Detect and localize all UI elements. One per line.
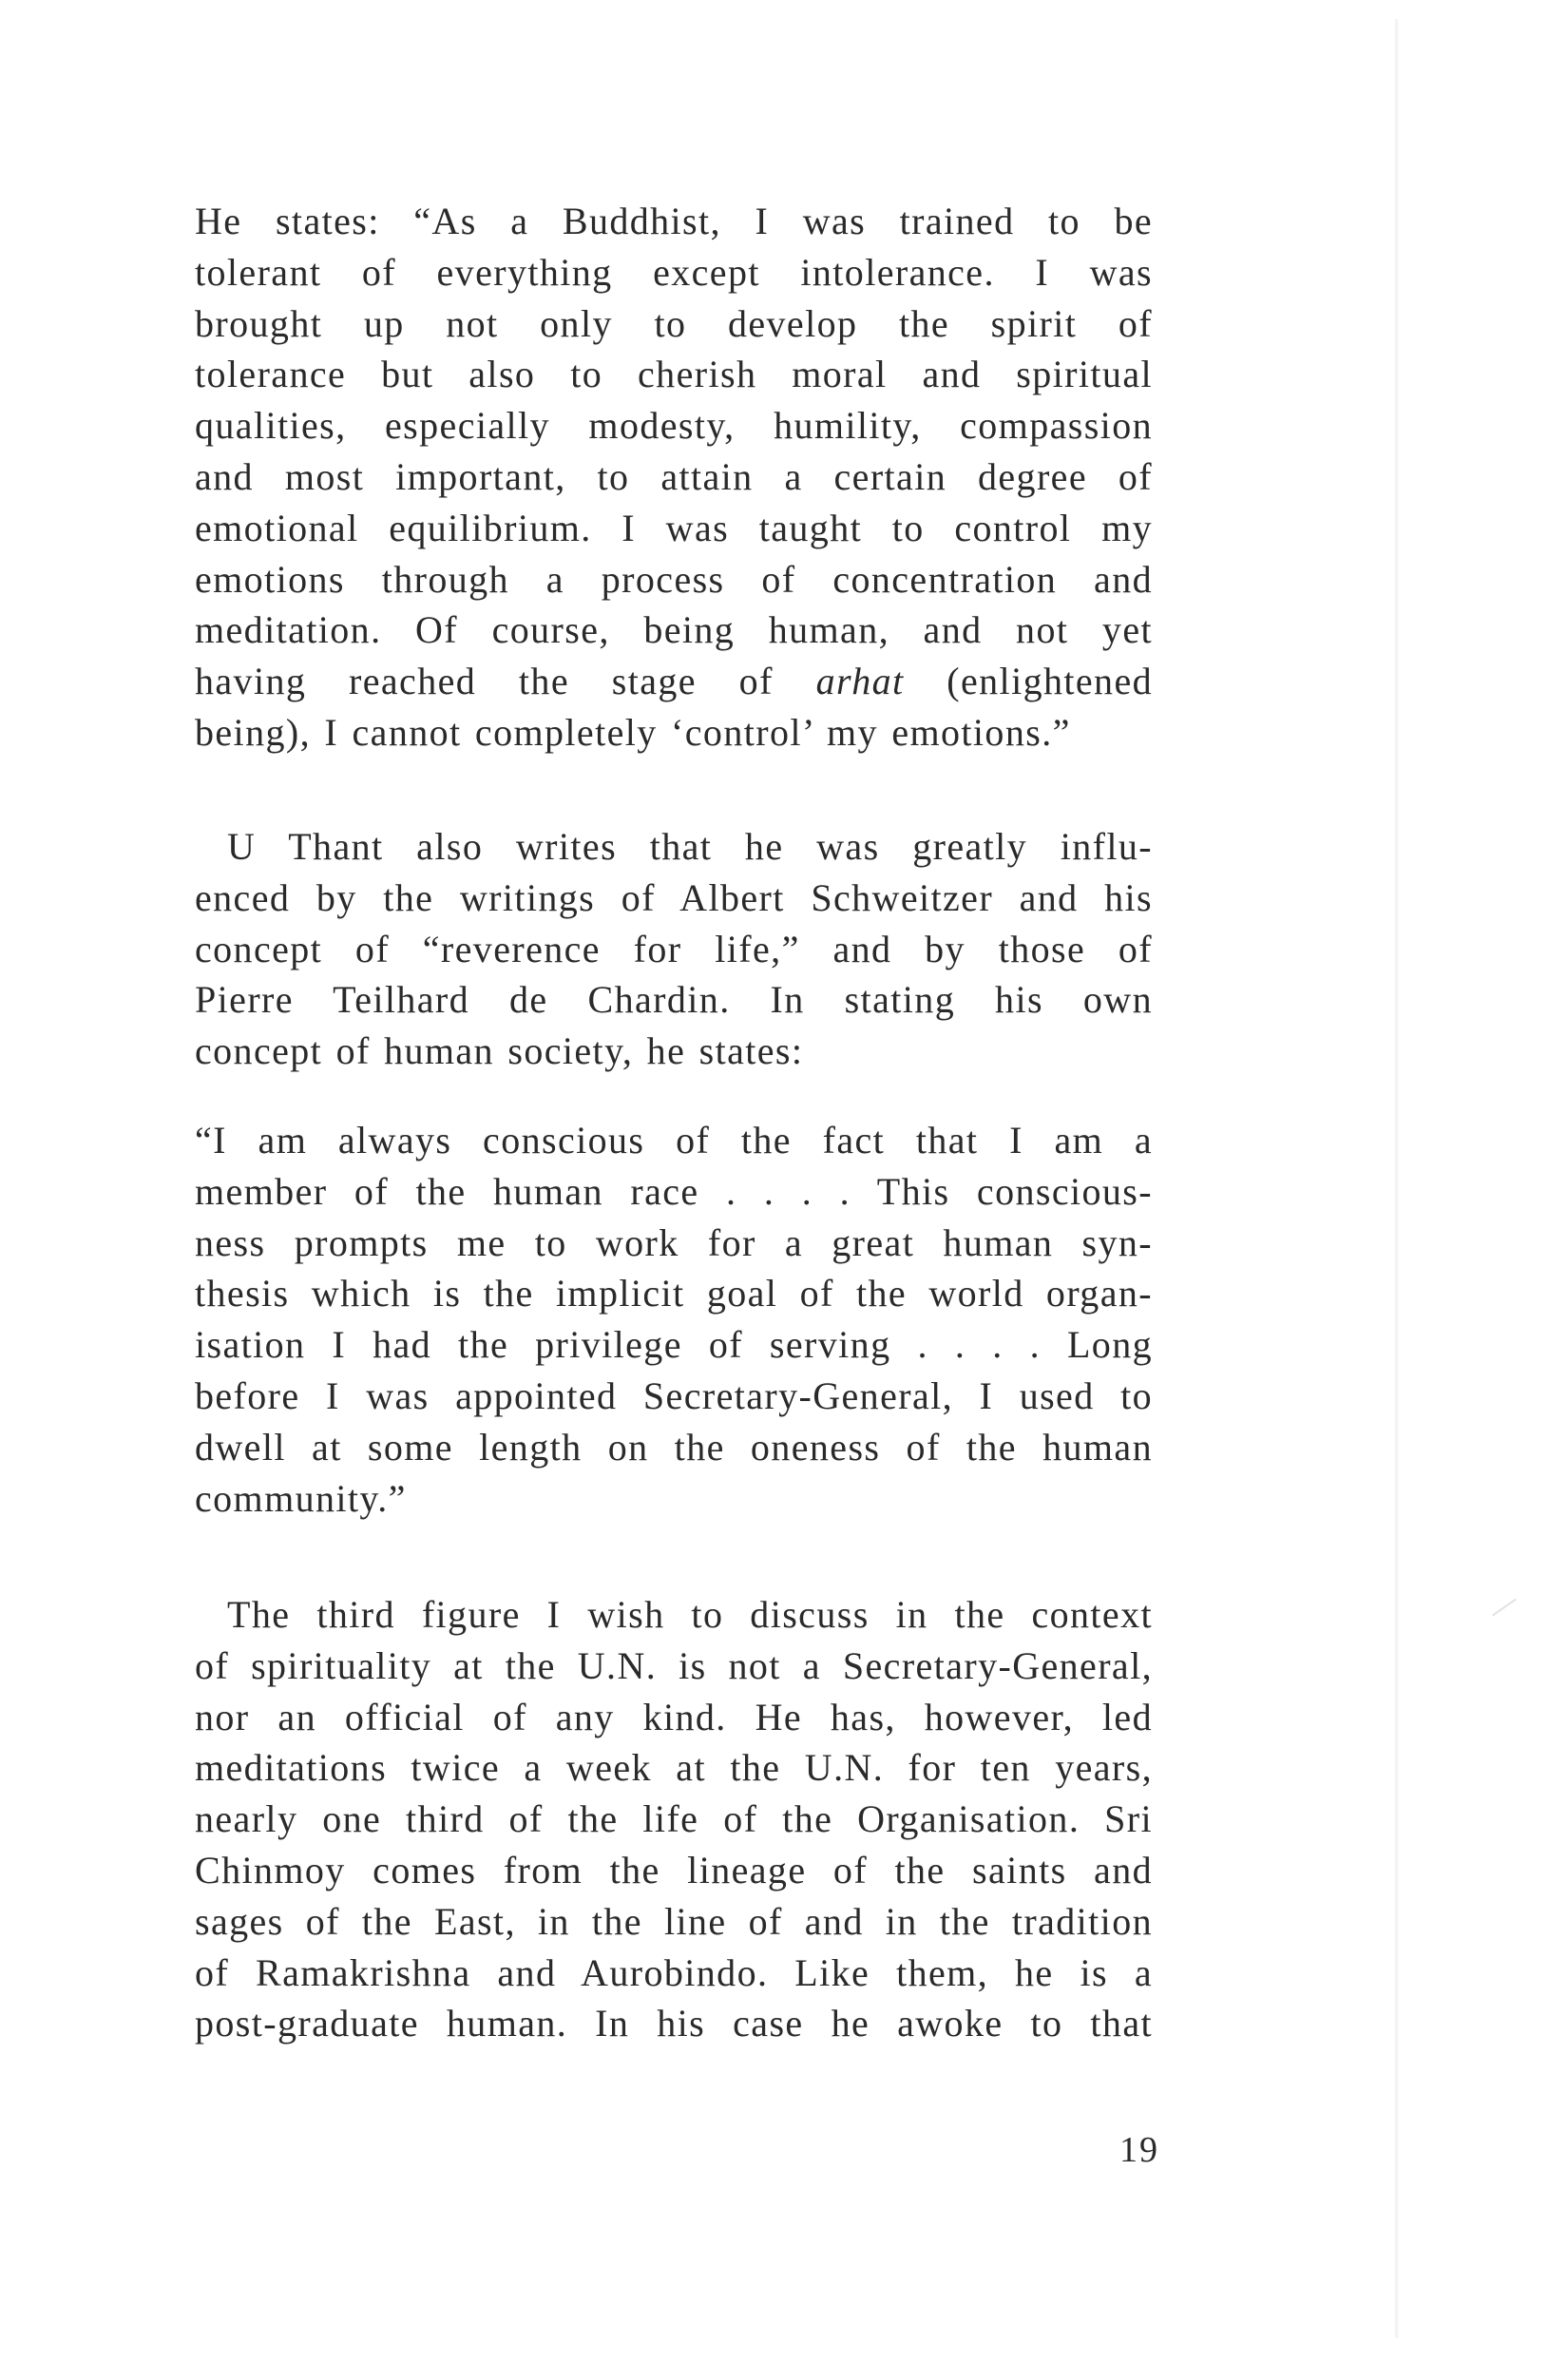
italic-term: arhat [815, 660, 905, 703]
text-line: isation I had the privilege of serving . . . . Long [195, 1323, 1153, 1367]
text-line: of Ramakrishna and Aurobindo. Like them, he is a [195, 1950, 1153, 1994]
text-line: brought up not only to develop the spirit of [195, 301, 1153, 345]
text-line: Chinmoy comes from the lineage of the saints and [195, 1848, 1153, 1892]
text-line: community.” [195, 1476, 407, 1520]
text-line: nearly one third of the life of the Organisation. Sri [195, 1797, 1153, 1841]
text-line: member of the human race . . . . This conscious- [195, 1169, 1153, 1213]
text-line: tolerant of everything except intolerance. I was [195, 250, 1153, 294]
text-line: “I am always conscious of the fact that I am a [195, 1119, 1153, 1162]
paragraph-third-figure [195, 1589, 1153, 2049]
text-line: He states: “As a Buddhist, I was trained to be [195, 200, 1153, 242]
text-line: enced by the writings of Albert Schweitzer and his [195, 875, 1153, 919]
text-line-with-italic: having reached the stage of arhat (enlightened [195, 660, 1154, 703]
text-line: concept of “reverence for life,” and by those of [195, 927, 1153, 970]
text-line: sages of the East, in the line of and in the tradition [195, 1899, 1153, 1943]
text-line: dwell at some length on the oneness of the human [195, 1425, 1153, 1469]
text-line: U Thant also writes that he was greatly influ- [227, 825, 1153, 868]
text-line: before I was appointed Secretary-General, I used to [195, 1373, 1153, 1417]
text-line: meditation. Of course, being human, and not yet [195, 608, 1153, 652]
paragraph-u-thant-influences [195, 821, 1153, 1077]
text-line: thesis which is the implicit goal of the world organ- [195, 1272, 1153, 1315]
text-line: and most important, to attain a certain degree of [195, 454, 1153, 498]
text-line: meditations twice a week at the U.N. for ten years, [195, 1746, 1153, 1790]
text-line: qualities, especially modesty, humility, compassion [195, 404, 1153, 448]
text-line: ness prompts me to work for a great human syn- [195, 1220, 1153, 1264]
text-line: concept of human society, he states: [195, 1029, 804, 1073]
text-line: nor an official of any kind. He has, however, led [195, 1695, 1153, 1738]
text-line: tolerance but also to cherish moral and spiritual [195, 353, 1153, 396]
page-number: 19 [1119, 2130, 1159, 2170]
page-edge-shadow [1395, 19, 1399, 2338]
text-line: Pierre Teilhard de Chardin. In stating his own [195, 978, 1153, 1022]
text-line: The third figure I wish to discuss in the context [227, 1593, 1153, 1636]
text-line: emotions through a process of concentration and [195, 557, 1153, 601]
text-line: post-graduate human. In his case he awoke to that [195, 2002, 1153, 2045]
text-line: being), I cannot completely ‘control’ my emotions.” [195, 710, 1071, 754]
text-line: emotional equilibrium. I was taught to control my [195, 506, 1153, 549]
paragraph-buddhist-quote [195, 196, 1153, 759]
text-line: of spirituality at the U.N. is not a Secretary-General, [195, 1643, 1153, 1687]
margin-mark [1492, 1599, 1517, 1617]
paragraph-human-race-quote [195, 1115, 1153, 1524]
